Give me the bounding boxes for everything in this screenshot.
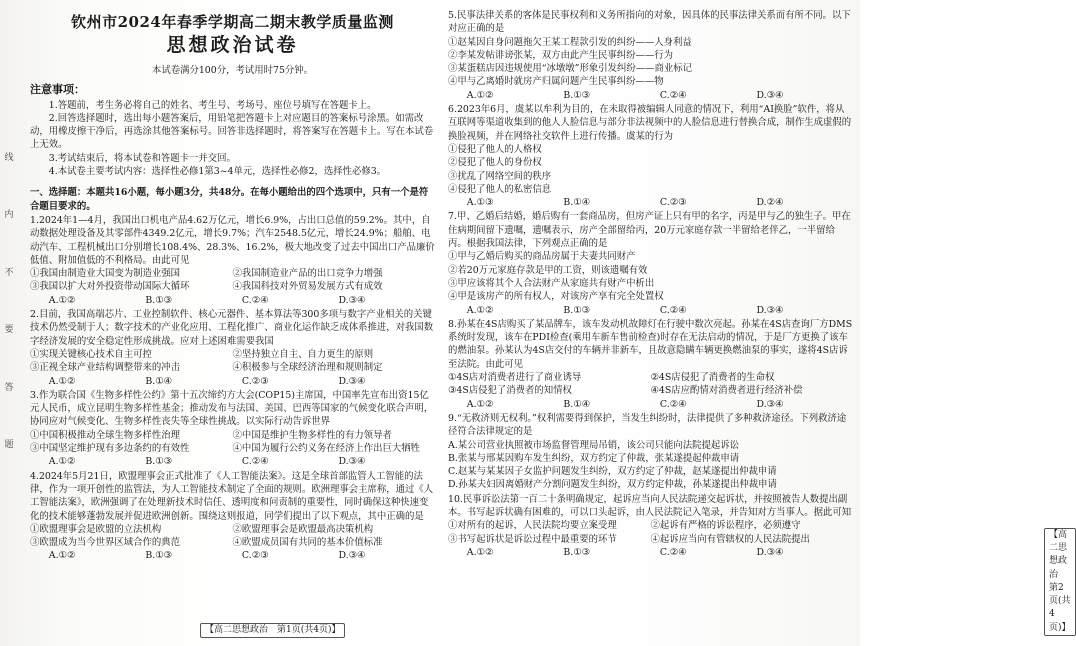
option-row — [30, 536, 435, 549]
answer-choices — [448, 546, 853, 559]
question — [30, 214, 435, 307]
answer-choices — [448, 89, 853, 102]
option: ②欧盟理事会是欧盟最高决策机构 — [232, 523, 374, 535]
answer-choices — [448, 196, 853, 209]
option: ③我国以扩大对外投资带动国际大循环 — [30, 281, 190, 293]
answer-choice: B.①④ — [145, 375, 173, 387]
option: ②起诉有严格的诉讼程序，必须遵守 — [650, 520, 801, 532]
binding-margin — [0, 150, 18, 450]
question-list-left — [30, 214, 435, 563]
option-row — [30, 267, 435, 280]
option-row — [30, 429, 435, 442]
question — [448, 210, 853, 316]
question — [30, 308, 435, 388]
answer-choice: D.③④ — [338, 375, 366, 387]
answer-choice: B.①③ — [145, 294, 173, 306]
answer-choice: D.③④ — [756, 89, 784, 101]
option: ①侵犯了他人的人格权 — [448, 143, 542, 155]
question — [448, 493, 853, 559]
answer-choice: D.③④ — [756, 304, 784, 316]
answer-choice: A.①③ — [466, 197, 494, 209]
option: ③中国坚定维护现有多边条约的有效性 — [30, 443, 190, 455]
option: ③4S店侵犯了消费者的知情权 — [448, 385, 572, 397]
option: ④甲与乙离婚时就房产归属问题产生民事纠纷——物 — [448, 76, 664, 88]
question-stem: 1.2024年1—4月，我国出口机电产品4.62万亿元，增长6.9%，占出口总值的59.2%。其中，自动数据处理设备及其零部件4349.2亿元，增长9.7%；汽车2548.5亿元，增长24.9%；船舶、电动汽车、工程机械出口分别增长108.4%、28.3%、16.2%，极大地改变了过去中国出口产品廉价低值、附加值低的不利格局。由此可见 — [30, 214, 435, 266]
answer-choice: A.①② — [48, 294, 76, 306]
option-row — [30, 280, 435, 293]
option: ④积极参与全球经济治理和规则制定 — [232, 362, 383, 374]
answer-choice: D.③④ — [756, 546, 784, 558]
option: ③书写起诉状是诉讼过程中最重要的环节 — [448, 533, 617, 545]
answer-choice: B.①③ — [145, 550, 173, 562]
option: ②李某发帖诽谤张某，双方由此产生民事纠纷——行为 — [448, 49, 674, 61]
question-stem: 8.孙某在4S店购买了某品牌车，该车发动机故障灯在行驶中数次亮起。孙某在4S店查询厂方DMS系统时发现，该车在PDI检查(乘用车新车售前检查)时存在无法启动的情况，于是厂方更换了该车的燃油泵。孙某认为4S店交付的车辆并非新车，且故意隐瞒车辆更换燃油泵的事实，遂将4S店诉至法院。由此可见 — [448, 318, 853, 370]
answer-choice: A.①② — [48, 375, 76, 387]
option: ②坚持独立自主、自力更生的原则 — [232, 348, 374, 360]
question-stem: 3.作为联合国《生物多样性公约》第十五次缔约方大会(COP15)主席国，中国率先宣布出资15亿元人民币，成立昆明生物多样性基金；推动发布与法国、美国、巴西等国家的气候变化联合声明，协同应对气候变化、生物多样性丧失等全球性挑战。以实际行动告诉世界 — [30, 389, 434, 428]
question-stem: 6.2023年6月，虞某以牟利为目的，在未取得被编辑人同意的情况下，利用“AI换脸”软件，将从互联网等渠道收集到的他人人脸信息与部分非法视频中的人脸信息进行替换合成，制作生成虚假的换脸视频，并在网络社交软件上进行传播。虞某的行为 — [448, 104, 852, 142]
answer-choice: D.③④ — [756, 398, 784, 410]
option: ④欧盟成员国有共同的基本价值标准 — [232, 537, 383, 549]
answer-choice: C.②④ — [241, 294, 269, 306]
option: C.赵某与某某因子女监护问题发生纠纷，双方约定了仲裁，赵某遂提出仲裁申请 — [448, 466, 777, 478]
answer-choices — [30, 455, 435, 468]
answer-choice: D.③④ — [338, 456, 366, 468]
option: ④起诉应当向有管辖权的人民法院提出 — [650, 533, 810, 545]
exam-subject-title: 思想政治试卷 — [166, 34, 299, 56]
question — [30, 389, 435, 469]
page-footer-right: 【高二思想政治 第2页(共4页)】 — [1044, 528, 1076, 636]
binding-char: 线 — [4, 153, 14, 163]
option: ①4S店对消费者进行了商业诱导 — [448, 372, 582, 384]
question-stem: 7.甲、乙婚后结婚，婚后购有一套商品房，但房产证上只有甲的名字，丙是甲与乙的独生子。甲在住病期间留下遗嘱，遗嘱表示，房产全部留给丙，20万元家庭存款一半留给老伴乙，一半留给丙。根据我国法律，下列观点正确的是 — [448, 211, 851, 250]
option-row — [448, 533, 853, 546]
notice-item: 4.本试卷主要考试内容：选择性必修1第3~4单元，选择性必修2，选择性必修3。 — [48, 166, 387, 178]
question — [448, 9, 853, 102]
option: ③某蛋糕店因违规使用“冰墩墩”形象引发纠纷——商业标记 — [448, 63, 692, 75]
question-stem: 5.民事法律关系的客体是民事权利和义务所指向的对象，因具体的民事法律关系而有所不同。以下对应正确的是 — [448, 10, 851, 35]
binding-char: 答 — [4, 382, 14, 393]
answer-choice: C.②④ — [241, 456, 269, 468]
answer-choice: A.①② — [466, 89, 494, 101]
answer-choice: B.①③ — [563, 304, 591, 316]
answer-choice: B.①③ — [563, 89, 591, 101]
answer-choice: C.②④ — [659, 89, 687, 101]
notice-item: 1.答题前，考生务必将自己的姓名、考生号、考场号、座位号填写在答题卡上。 — [48, 99, 377, 111]
question-stem: 10.民事诉讼法第一百二十条明确规定，起诉应当向人民法院递交起诉状，并按照被告人数提出副本。书写起诉状确有困难的，可以口头起诉，由人民法院记入笔录，并告知对方当事人。据此可知 — [448, 493, 852, 518]
binding-char: 题 — [4, 439, 14, 450]
exam-title: 钦州市2024年春季学期高二期末教学质量监测 — [71, 13, 394, 31]
option: ①我国由制造业大国变为制造业强国 — [30, 268, 181, 280]
question-stem: 9.“无救济则无权利。”权利需要得到保护，当发生纠纷时，法律提供了多种救济途径。下列救济途径符合法律规定的是 — [448, 412, 847, 438]
option: ①欧盟理事会是欧盟的立法机构 — [30, 523, 162, 535]
page-left — [30, 8, 435, 642]
option: ④4S店应酌情对消费者进行经济补偿 — [650, 385, 803, 397]
option: A.某公司营业执照被市场监督管理局吊销，该公司只能向法院提起诉讼 — [448, 439, 740, 451]
option-row — [30, 523, 435, 536]
option: D.孙某夫妇因离婚财产分割问题发生纠纷，双方约定仲裁，孙某遂提出仲裁申请 — [448, 479, 777, 491]
answer-choices — [30, 375, 435, 388]
notice-title: 注意事项： — [30, 83, 85, 97]
option: ②侵犯了他人的身份权 — [448, 157, 542, 169]
answer-choice: B.①③ — [563, 546, 591, 558]
option: ①甲与乙婚后购买的商品房属于夫妻共同财产 — [448, 251, 636, 263]
option: B.张某与邢某因购车发生纠纷，双方约定了仲裁，张某遂提起仲裁申请 — [448, 452, 740, 464]
option-row — [448, 384, 853, 397]
answer-choice: B.①③ — [145, 456, 173, 468]
notice-block — [30, 83, 435, 178]
answer-choice: C.②④ — [659, 304, 687, 316]
question — [448, 103, 853, 209]
option-row — [30, 442, 435, 455]
exam-info: 本试卷满分100分，考试用时75分钟。 — [151, 65, 314, 76]
option: ③甲应该将其个人合法财产从家庭共有财产中析出 — [448, 277, 655, 289]
question — [30, 470, 435, 563]
option: ③欧盟成为当今世界区域合作的典范 — [30, 537, 181, 549]
answer-choice: A.①② — [48, 550, 76, 562]
answer-choices — [448, 304, 853, 317]
answer-choices — [30, 294, 435, 307]
question-list-right — [448, 9, 853, 559]
section-title: 一、选择题：本题共16小题，每小题3分，共48分。在每小题给出的四个选项中，只有一个是符合题目要求的。 — [30, 187, 429, 212]
question-stem: 4.2024年5月21日，欧盟理事会正式批准了《人工智能法案》。这是全球首部监管人工智能的法律，作为一项开创性的监管法，为人工智能技术制定了全面的规则。欧洲理事会主席称，通过《人工智能法案》，欧洲强调了在处理新技术时信任、透明度和问责制的重要性，同时确保这种快速变化的技术能够蓬勃发展并促进欧洲创新。围绕这则报道，同学们提出了以下观点，其中正确的是 — [30, 470, 434, 522]
answer-choice: A.①② — [466, 304, 494, 316]
option: ①中国积极推动全球生物多样性治理 — [30, 429, 181, 441]
option: ①赵某因自身问题拖欠王某工程款引发的纠纷——人身利益 — [448, 36, 692, 48]
answer-choice: B.①④ — [563, 197, 591, 209]
option: ③正视全球产业结构调整带来的冲击 — [30, 362, 181, 374]
option: ④甲是该房产的所有权人，对该房产享有完全处置权 — [448, 291, 664, 303]
answer-choice: C.②④ — [659, 546, 687, 558]
answer-choice: A.①② — [466, 546, 494, 558]
option: ④中国为履行公约义务在经济上作出巨大牺牲 — [232, 443, 421, 455]
option: ①对所有的起诉，人民法院均要立案受理 — [448, 520, 617, 532]
option: ②中国是维护生物多样性的有力领导者 — [232, 429, 392, 441]
option: ④侵犯了他人的私密信息 — [448, 183, 552, 195]
option-row — [30, 348, 435, 361]
option: ②我国制造业产品的出口竞争力增强 — [232, 268, 383, 280]
option-row — [448, 371, 853, 384]
answer-choices — [448, 398, 853, 411]
binding-char: 不 — [4, 267, 14, 278]
page-right — [448, 8, 1071, 642]
option-row — [30, 361, 435, 374]
answer-choice: C.②③ — [241, 375, 269, 387]
option: ④我国科技对外贸易发展方式有成效 — [232, 281, 383, 293]
option: ③扰乱了网络空间的秩序 — [448, 170, 552, 182]
option-row — [448, 519, 853, 532]
question — [448, 412, 853, 492]
answer-choice: C.②③ — [659, 197, 687, 209]
answer-choice: C.②③ — [241, 550, 269, 562]
notice-item: 3.考试结束后，将本试卷和答题卡一并交回。 — [48, 152, 236, 164]
answer-choice: C.②④ — [659, 398, 687, 410]
answer-choice: D.③④ — [338, 550, 366, 562]
answer-choice: A.①② — [48, 456, 76, 468]
answer-choices — [30, 549, 435, 562]
question — [448, 318, 853, 411]
answer-choice: D.③④ — [338, 294, 366, 306]
answer-choice: A.①② — [466, 398, 494, 410]
option: ①实现关键核心技术自主可控 — [30, 348, 152, 360]
notice-item: 2.回答选择题时，选出每小题答案后，用铅笔把答题卡上对应题目的答案标号涂黑。如需改动，用橡皮擦干净后，再选涂其他答案标号。回答非选择题时，将答案写在答题卡上。写在本试卷上无效。 — [30, 112, 434, 151]
answer-choice: B.①④ — [563, 398, 591, 410]
question-stem: 2.目前，我国高端芯片、工业控制软件、核心元器件、基本算法等300多项与数字产业相关的关键技术仍然受制于人；数字技术的产业化应用、工程化推广、商业化运作缺乏成体系推进，对我国数字经济发展的安全稳定性形成挑战。应对上述困难需要我国 — [30, 309, 434, 347]
page-footer-left: 【高二思想政治 第1页(共4页)】 — [200, 623, 345, 638]
answer-choice: D.②④ — [756, 197, 784, 209]
binding-char: 内 — [4, 210, 14, 221]
binding-char: 要 — [4, 325, 14, 336]
option: ②4S店侵犯了消费者的生命权 — [650, 372, 775, 384]
option: ②若20万元家庭存款是甲的工资，则该遗嘱有效 — [448, 264, 648, 276]
